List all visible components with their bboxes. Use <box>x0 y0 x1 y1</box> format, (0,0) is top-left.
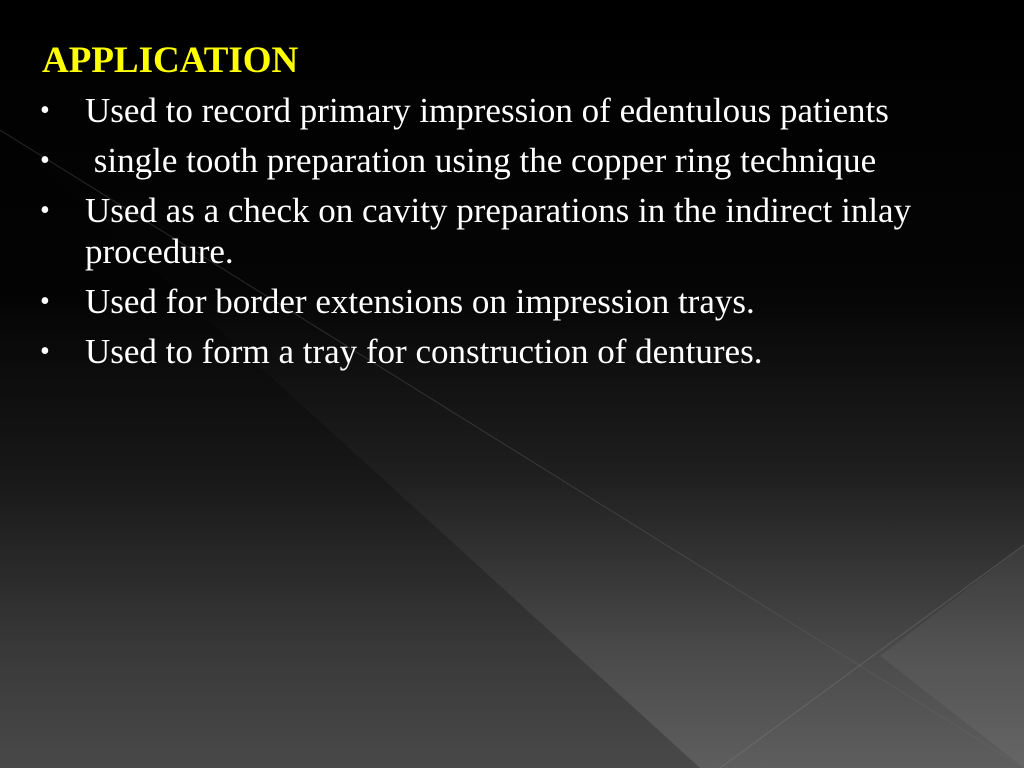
bullet-icon: • <box>40 95 50 126</box>
slide-heading: APPLICATION <box>42 40 299 81</box>
bullet-icon: • <box>40 286 50 317</box>
bullet-item <box>40 90 980 131</box>
bullet-item <box>40 331 980 372</box>
bullet-icon: • <box>40 195 50 226</box>
bullet-item <box>40 140 980 181</box>
background-corner-facet <box>880 545 1024 768</box>
bullet-list <box>40 90 980 372</box>
bullet-text: Used for border extensions on impression trays. <box>85 282 755 321</box>
bullet-text: Used as a check on cavity preparations in the indirect inlay procedure. <box>85 191 912 271</box>
bullet-text: single tooth preparation using the copper ring technique <box>85 141 877 180</box>
slide-content <box>40 38 980 381</box>
bullet-item <box>40 190 980 272</box>
bullet-text: Used to form a tray for construction of dentures. <box>85 332 763 371</box>
bullet-icon: • <box>40 145 50 176</box>
bullet-text: Used to record primary impression of edentulous patients <box>85 91 889 130</box>
bullet-icon: • <box>40 336 50 367</box>
bullet-item <box>40 281 980 322</box>
